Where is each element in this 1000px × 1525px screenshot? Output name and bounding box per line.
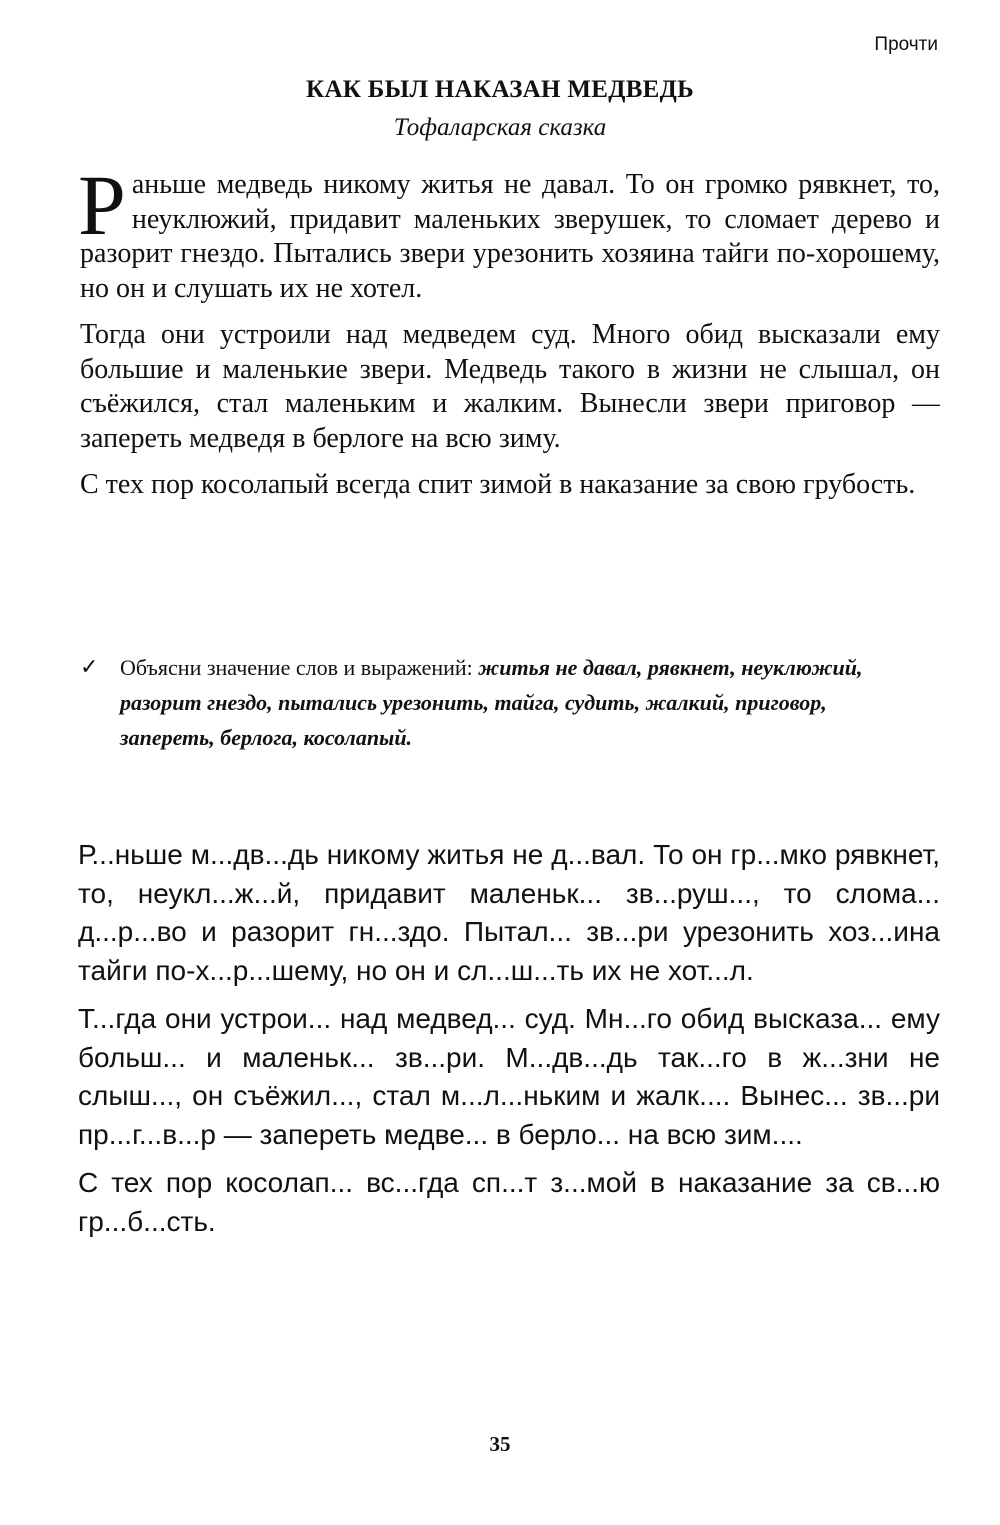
story-text bbox=[78, 157, 940, 515]
story-subtitle: Тофаларская сказка bbox=[393, 114, 607, 141]
section-label: Прочти bbox=[874, 34, 938, 55]
story-paragraph-2: Тогда они устроили над медведем суд. Много обид высказали ему большие и маленькие звери. Медведь такого в жизни не слышал, он съёжился, стал маленьким и жалким. Вынесли звери приговор — запереть медведя в берлоге на всю зиму. bbox=[80, 319, 940, 454]
story-paragraph-1-text: аньше медведь никому житья не давал. То он громко рявкнет, то, неуклюжий, придавит маленьких зверушек, то сломает дерево и разорит гнездо. Пытались звери урезонить хозяина тайги по-хорошему, но он и слушать их не хотел. bbox=[80, 169, 940, 304]
story-paragraph-3: С тех пор косолапый всегда спит зимой в наказание за свою грубость. bbox=[80, 469, 916, 500]
page-number: 35 bbox=[489, 1432, 511, 1456]
exercise-paragraph-3: С тех пор косолап... вс...гда сп...т з...мой в наказание за св...ю гр...б...сть. bbox=[78, 1167, 940, 1237]
fill-in-exercise bbox=[78, 836, 940, 1251]
story-paragraph-1 bbox=[78, 157, 940, 306]
vocabulary-task bbox=[80, 650, 900, 755]
task-word-list: житья не давал, рявкнет, неуклюжий, разорит гнездо, пытались урезонить, тайга, судить, жалкий, приговор, запереть, берлога, косолапый. bbox=[120, 655, 863, 750]
checkmark-icon: ✓ bbox=[80, 655, 99, 680]
drop-cap: Р bbox=[78, 157, 126, 253]
task-body bbox=[120, 650, 900, 755]
story-title: КАК БЫЛ НАКАЗАН МЕДВЕДЬ bbox=[306, 76, 694, 103]
task-instruction: Объясни значение слов и выражений: bbox=[120, 655, 473, 680]
exercise-paragraph-1: Р...ньше м...дв...дь никому житья не д...вал. То он гр...мко рявкнет, то, неукл...ж...й, придавит маленьк... зв...руш..., то слома... д...р...во и разорит гн...здо. Пытал... зв...ри урезонить хоз...ина тайги по-х...р...шему, но он и сл...ш...ть их не хот...л. bbox=[78, 839, 940, 986]
exercise-paragraph-2: Т...гда они устрои... над медвед... суд. Мн...го обид высказа... ему больш... и маленьк... зв...ри. М...дв...дь так...го в ж...зни не слыш..., он съёжил..., стал м...л...ньким и жалк.... Вынес... зв...ри пр...г...в...р — запереть медве... в берло... на всю зим.... bbox=[78, 1003, 940, 1150]
